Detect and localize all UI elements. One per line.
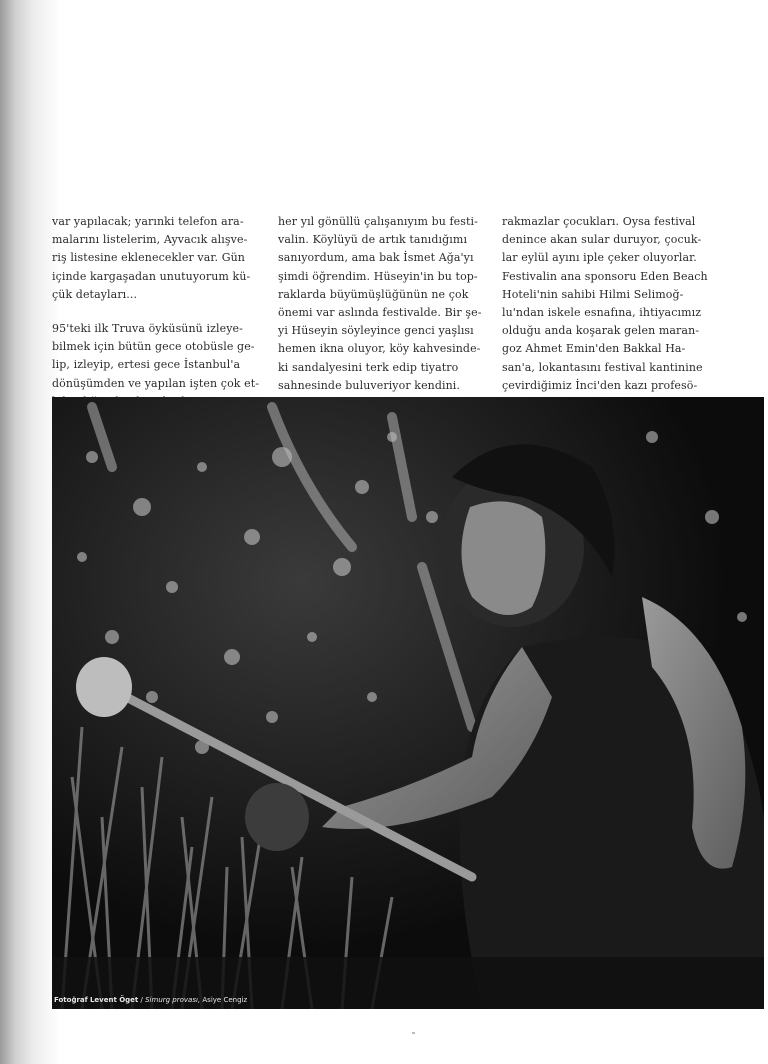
- column-3-paragraph-1: rakmazlar çocukları. Oysa festival denince akan sular duruyor, çocuk- lar eylül ayını iple çeker oluyorlar. Festivalin ana sponsoru Eden Beach Hoteli'nin sahibi Hilmi Selimoğ- lu'ndan iskele esnafına, ihtiyacımız olduğu anda koşarak gelen maran- goz Ahmet Emin'den Bakkal Ha- san'a, lokantasını festival kantinine çevirdiğimiz İnci'den kazı profesö-: [502, 215, 708, 392]
- performance-photo: [52, 397, 764, 1009]
- text-column-2: [278, 213, 490, 413]
- page-spine-shadow: [0, 0, 60, 1064]
- caption-subject: Simurg provası,: [145, 996, 201, 1004]
- column-1-paragraph-1: var yapılacak; yarınki telefon ara- malarını listelerim, Ayvacık alışve- riş listesine eklenecekler var. Gün içinde kargaşadan unutuyorum kü- çük detayları...: [52, 215, 251, 301]
- column-2-paragraph-1: her yıl gönüllü çalışanıyım bu festi- valin. Köylüyü de artık tanıdığımı sanıyordum, ama bak İsmet Ağa'yı şimdi öğrendim. Hüseyin'in bu top- raklarda büyümüşlüğünün ne çok önemi var aslında festivalde. Bir şe- yi Hüseyin söyleyince genci yaşlısı hemen ikna oluyor, köy kahvesinde- ki sandalyesini terk edip tiyatro sahnesinde buluveriyor kendini.: [278, 215, 482, 392]
- text-column-3: [502, 213, 714, 413]
- text-column-1: [52, 213, 264, 411]
- column-1-paragraph-2: 95'teki ilk Truva öyküsünü izleye- bilmek için bütün gece otobüsle ge- lip, izleyip, ertesi gece İstanbul'a dönüşümden ve yapılan işten çok et-: [52, 322, 260, 390]
- caption-person: Asiye Cengiz: [202, 996, 248, 1004]
- photo-caption: [54, 996, 247, 1004]
- scan-speck: [412, 1032, 415, 1034]
- caption-separator: /: [140, 996, 143, 1004]
- photo-illustration: [52, 397, 764, 1009]
- caption-credit-label: Fotoğraf: [54, 996, 88, 1004]
- caption-photographer: Levent Öget: [89, 996, 139, 1004]
